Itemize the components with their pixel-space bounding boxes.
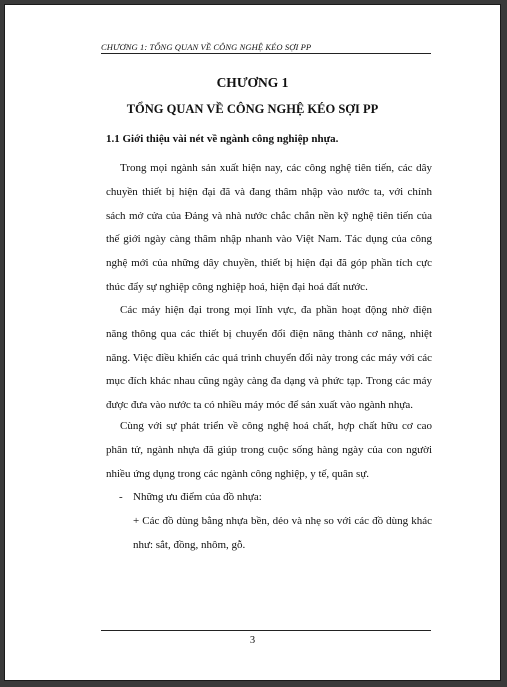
paragraph-text: Các máy hiện đại trong mọi lĩnh vực, đa phần hoạt động nhờ điện năng thông qua các thiết bị chuyển đổi điện năng thành cơ năng, nhiệt năng. Việc điều khiển các quá trình chuyển đổi này trong các máy với các mục đích khác nhau cũng ngày càng đa dạng và phức tạp. Trong các máy được đưa vào nước ta có nhiều máy móc để sản xuất vào ngành nhựa. [106, 304, 432, 412]
document-page [4, 4, 501, 681]
list-item-text: Những ưu điểm của đồ nhựa: [133, 491, 262, 503]
list-item [119, 486, 262, 510]
paragraph-1 [106, 157, 432, 300]
chapter-label: CHƯƠNG 1 [216, 75, 289, 90]
header-rule [101, 53, 431, 54]
paragraph-2 [106, 299, 432, 418]
paragraph-text: Trong mọi ngành sản xuất hiện nay, các công nghệ tiên tiến, các dây chuyền thiết bị hiện đại đã và đang thâm nhập vào nước ta, với chính sách mở cửa của Đảng và nhà nước chắc chắn nền kỹ nghệ tiên tiến của thế giới ngày càng thâm nhập nhanh vào Việt Nam. Tác dụng của công nghệ mới của những dây chuyền, thiết bị hiện đại đã góp phần tích cực thúc đẩy sự nghiệp công nghiệp hoá, hiện đại hoá đất nước. [106, 162, 432, 293]
paragraph-text: Cùng với sự phát triển về công nghệ hoá chất, hợp chất hữu cơ cao phân tử, ngành nhựa đã giúp trong cuộc sống hàng ngày của con người nhiều ứng dụng trong các ngành công nghiệp, y tế, quân sự. [106, 420, 432, 480]
page-number: 3 [249, 635, 256, 646]
paragraph-3 [106, 415, 432, 486]
list-sub-item: + Các đồ dùng bằng nhựa bền, dẻo và nhẹ so với các đồ dùng khác như: sắt, đồng, nhôm, gỗ. [133, 515, 432, 551]
section-heading: 1.1 Giới thiệu vài nét về ngành công nghiệp nhựa. [106, 133, 339, 145]
footer-rule [101, 630, 431, 631]
chapter-title: TỔNG QUAN VỀ CÔNG NGHỆ KÉO SỢI PP [126, 102, 379, 116]
running-header: CHƯƠNG 1: TỔNG QUAN VỀ CÔNG NGHỆ KÉO SỢI PP [101, 42, 312, 52]
list-dash: - [119, 491, 123, 503]
